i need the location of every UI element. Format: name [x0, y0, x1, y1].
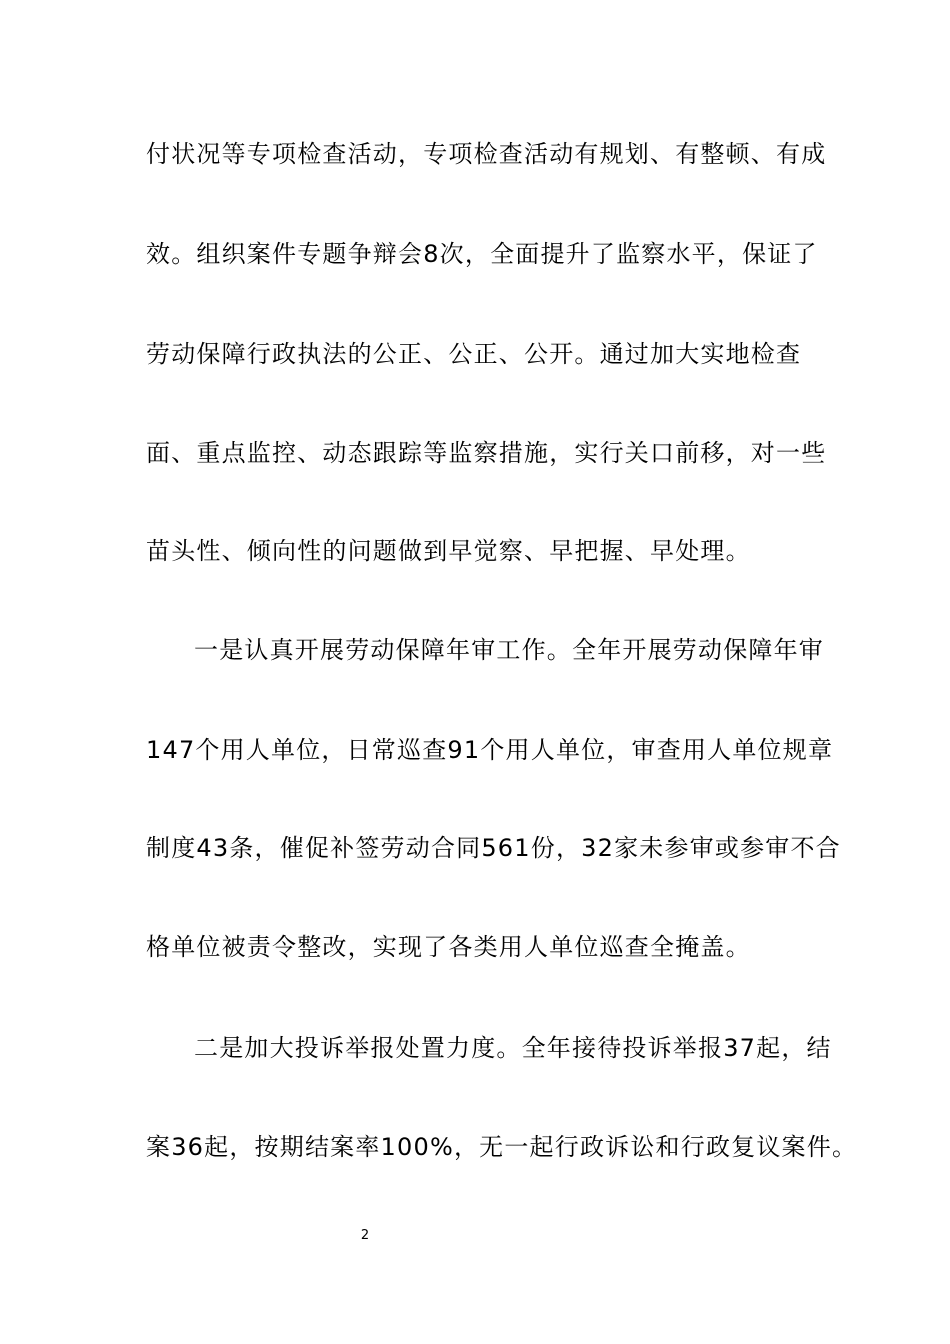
text-line: 制度43条，催促补签劳动合同561份，32家未参审或参审不合 — [146, 834, 841, 862]
page-number: 2 — [360, 1228, 370, 1243]
text-line: 格单位被责令整改，实现了各类用人单位巡查全掩盖。 — [146, 933, 751, 961]
text-line: 面、重点监控、动态跟踪等监察措施，实行关口前移，对一些 — [146, 439, 827, 467]
text-line: 付状况等专项检查活动，专项检查活动有规划、有整顿、有成 — [146, 140, 827, 168]
text-line: 苗头性、倾向性的问题做到早觉察、早把握、早处理。 — [146, 537, 751, 565]
text-line: 147个用人单位，日常巡查91个用人单位，审查用人单位规章 — [146, 736, 834, 764]
text-line: 案36起，按期结案率100%，无一起行政诉讼和行政复议案件。 — [146, 1133, 858, 1161]
text-line: 效。组织案件专题争辩会8次，全面提升了监察水平，保证了 — [146, 240, 818, 268]
paragraph-first-line: 一是认真开展劳动保障年审工作。全年开展劳动保障年审 — [194, 636, 824, 664]
paragraph-first-line: 二是加大投诉举报处置力度。全年接待投诉举报37起，结 — [194, 1034, 832, 1062]
text-line: 劳动保障行政执法的公正、公正、公开。通过加大实地检查 — [146, 340, 802, 368]
